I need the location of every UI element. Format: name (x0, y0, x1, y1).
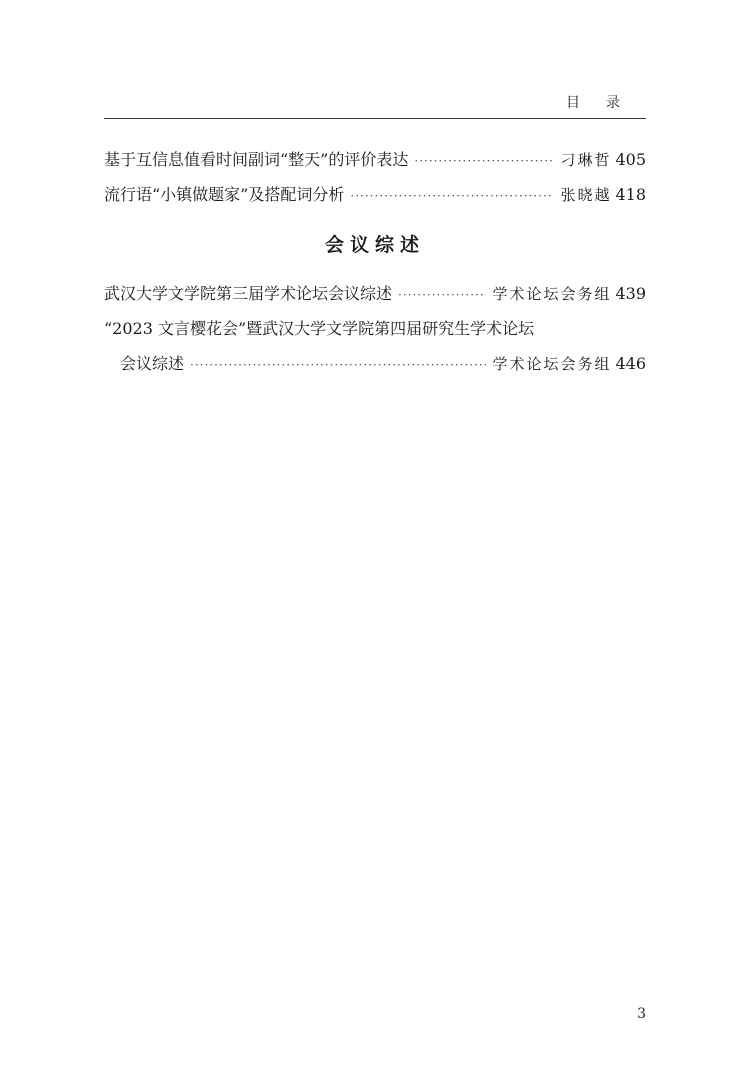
toc-entry-page: 446 (615, 354, 646, 373)
dot-leader (398, 278, 486, 313)
running-header: 目录 (566, 95, 646, 111)
section-heading: 会议综述 (324, 234, 425, 256)
toc-entry-page: 439 (615, 284, 646, 303)
toc-entry-title: 基于互信息值看时间副词“整天”的评价表达 (104, 150, 409, 169)
toc-entry-title: 武汉大学文学院第三届学术论坛会议综述 (104, 284, 393, 303)
toc-entry-author: 学术论坛会务组 (492, 355, 612, 373)
toc-entry-author: 张晓越 (560, 186, 612, 204)
toc-entry[interactable] (104, 142, 646, 177)
table-of-contents (104, 142, 646, 381)
header-rule (104, 118, 646, 119)
toc-entry[interactable] (104, 276, 646, 311)
toc-entry-author: 学术论坛会务组 (492, 285, 612, 303)
toc-entry-title-line1: “2023 文言樱花会”暨武汉大学文学院第四届研究生学术论坛 (104, 319, 535, 338)
toc-entry-page: 418 (615, 185, 646, 204)
dot-leader (190, 348, 486, 383)
toc-entry[interactable] (104, 177, 646, 212)
toc-entry-title: 流行语“小镇做题家”及搭配词分析 (104, 185, 345, 204)
toc-entry-multiline[interactable] (104, 311, 646, 381)
page-number: 3 (637, 1006, 646, 1022)
dot-leader (414, 144, 554, 179)
toc-entry-continuation (104, 346, 646, 381)
toc-entry-author: 刁琳哲 (560, 151, 612, 169)
toc-entry-page: 405 (615, 150, 646, 169)
dot-leader (350, 179, 554, 214)
toc-entry-title-line2: 会议综述 (120, 354, 185, 373)
